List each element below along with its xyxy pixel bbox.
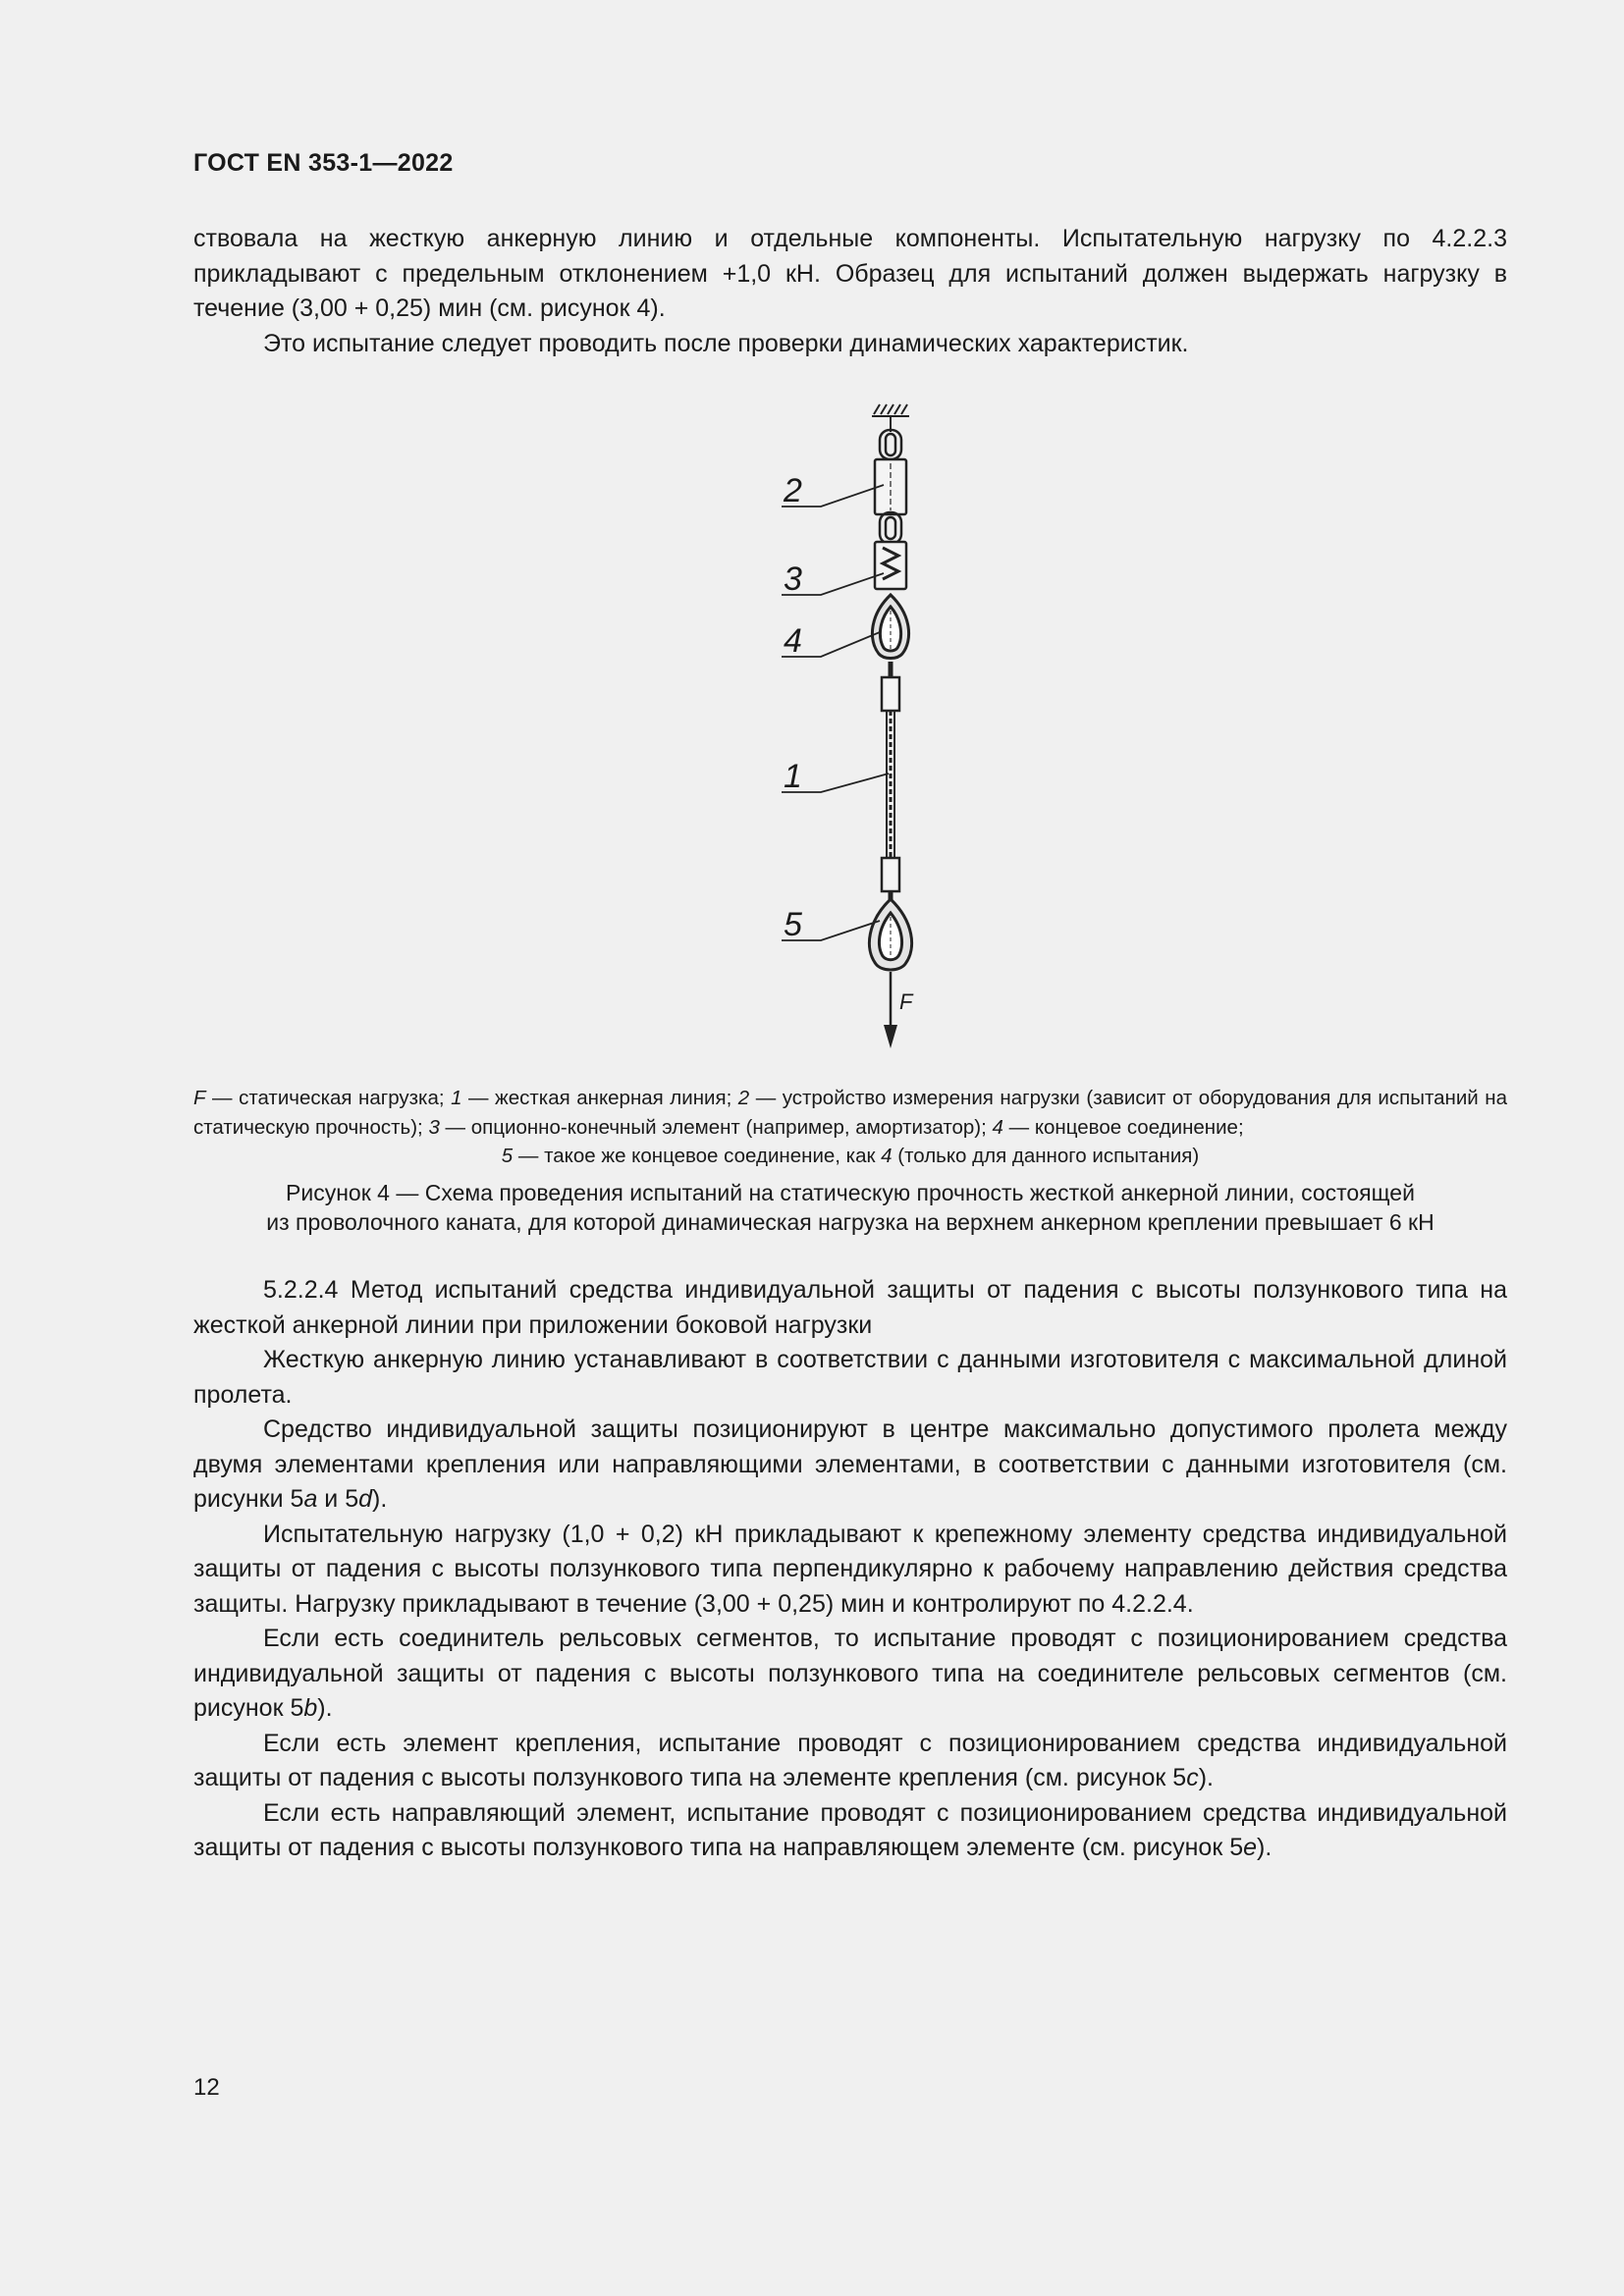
legend-n4-ref: 4 — [881, 1145, 893, 1167]
end-connector-top — [872, 595, 908, 659]
fig-ref-e: e — [1243, 1834, 1258, 1861]
para-text: Если есть элемент крепления, испытание проводят с позиционированием средства индивидуальной защиты от падения с высоты ползункового типа на элементе крепления (см. рисунок 5 — [193, 1729, 1507, 1791]
para-text: ). — [1198, 1764, 1214, 1791]
figure-4-diagram — [746, 393, 972, 1060]
ferrule-top — [882, 677, 899, 711]
para-text: ). — [1257, 1834, 1272, 1861]
fig-ref-c: c — [1186, 1764, 1199, 1791]
ceiling-anchor — [872, 404, 909, 432]
para-text: Если есть соединитель рельсовых сегментов, то испытание проводят с позиционированием средства индивидуальной защиты от падения с высоты ползункового типа на соединителе рельсовых сегментов (см. рисунок 5 — [193, 1625, 1507, 1722]
caption-line-1: Рисунок 4 — Схема проведения испытаний на статическую прочность жесткой анкерной линии, состоящей — [286, 1180, 1415, 1205]
leader-lines — [782, 485, 889, 940]
section-paragraph-4: Испытательную нагрузку (1,0 + 0,2) кН прикладывают к крепежному элементу средства индивидуальной защиты от падения с высоты ползункового типа перпендикулярно к рабочему направлению действия средства защиты. Нагрузку прикладывают в течение (3,00 + 0,25) мин и контролируют по 4.2.2.4. — [193, 1520, 1507, 1618]
para-text: ). — [372, 1485, 388, 1513]
legend-n1: 1 — [451, 1087, 462, 1109]
legend-line-1 — [193, 1084, 1507, 1142]
section-paragraph-7 — [193, 1796, 1507, 1866]
legend-text: — опционно-конечный элемент (например, амортизатор); — [439, 1115, 993, 1139]
legend-text: (только для данного испытания) — [892, 1145, 1200, 1167]
page-header-title: ГОСТ EN 353-1—2022 — [193, 149, 454, 177]
end-connector-bottom — [869, 899, 911, 970]
para-text: Если есть направляющий элемент, испытание проводят с позиционированием средства индивидуальной защиты от падения с высоты ползункового типа на направляющем элементе (см. рисунок 5 — [193, 1798, 1507, 1861]
section-paragraph-5 — [193, 1622, 1507, 1727]
label-force: F — [899, 989, 913, 1014]
section-paragraph-3 — [193, 1413, 1507, 1518]
para-text: ). — [317, 1694, 333, 1722]
intro-text — [193, 222, 1507, 361]
ferrule-bottom — [882, 858, 899, 891]
para-text: Средство индивидуальной защиты позиционируют в центре максимально допустимого пролета между двумя элементами крепления или направляющими элементами, в соответствии с данными изготовителя (см. рисунки 5 — [193, 1415, 1507, 1513]
section-heading: 5.2.2.4 Метод испытаний средства индивидуальной защиты от падения с высоты ползункового типа на жесткой анкерной линии при приложении боковой нагрузки — [193, 1276, 1507, 1339]
legend-n4: 4 — [992, 1115, 1003, 1139]
fig-ref-a: a — [303, 1485, 318, 1513]
fig-ref-b: b — [303, 1694, 318, 1722]
chain-link-middle — [880, 512, 901, 544]
section-paragraph-6 — [193, 1727, 1507, 1796]
section-paragraph-2: Жесткую анкерную линию устанавливают в соответствии с данными изготовителя с максимальной длиной пролета. — [193, 1346, 1507, 1409]
label-3: 3 — [784, 561, 802, 598]
energy-absorber — [875, 542, 906, 589]
wire-rope — [887, 711, 894, 858]
label-2: 2 — [784, 472, 802, 509]
caption-line-2: из проволочного каната, для которой динамическая нагрузка на верхнем анкерном креплении превышает 6 кН — [266, 1209, 1435, 1235]
chain-link-top — [880, 430, 901, 459]
para-text: и 5 — [317, 1485, 359, 1513]
figure-legend — [193, 1084, 1507, 1171]
page-number: 12 — [193, 2074, 220, 2101]
label-5: 5 — [784, 906, 802, 943]
intro-paragraph-2: Это испытание следует проводить после проверки динамических характеристик. — [263, 329, 1189, 357]
legend-n2: 2 — [737, 1087, 750, 1109]
legend-n3: 3 — [428, 1115, 440, 1139]
section-text — [193, 1273, 1507, 1866]
figure-caption — [193, 1178, 1507, 1237]
legend-f: F — [193, 1087, 206, 1109]
legend-text: — концевое соединение; — [1002, 1115, 1244, 1139]
force-arrow — [884, 972, 897, 1048]
label-1: 1 — [784, 758, 802, 795]
label-4: 4 — [784, 622, 802, 660]
legend-text: — устройство измерения нагрузки (зависит от оборудования для испытаний на статическую прочность); — [193, 1087, 1507, 1139]
legend-text: — такое же концевое соединение, как — [513, 1145, 882, 1167]
intro-paragraph-1: ствовала на жесткую анкерную линию и отдельные компоненты. Испытательную нагрузку по 4.2.2.3 прикладывают с предельным отклонением +1,0 кН. Образец для испытаний должен выдержать нагрузку в течение (3,00 + 0,25) мин (см. рисунок 4). — [193, 225, 1507, 322]
legend-n5: 5 — [501, 1145, 514, 1167]
legend-text: — жесткая анкерная линия; — [461, 1087, 738, 1109]
legend-text: — статическая нагрузка; — [205, 1087, 452, 1109]
fig-ref-d: d — [358, 1485, 373, 1513]
legend-line-2 — [193, 1142, 1507, 1171]
